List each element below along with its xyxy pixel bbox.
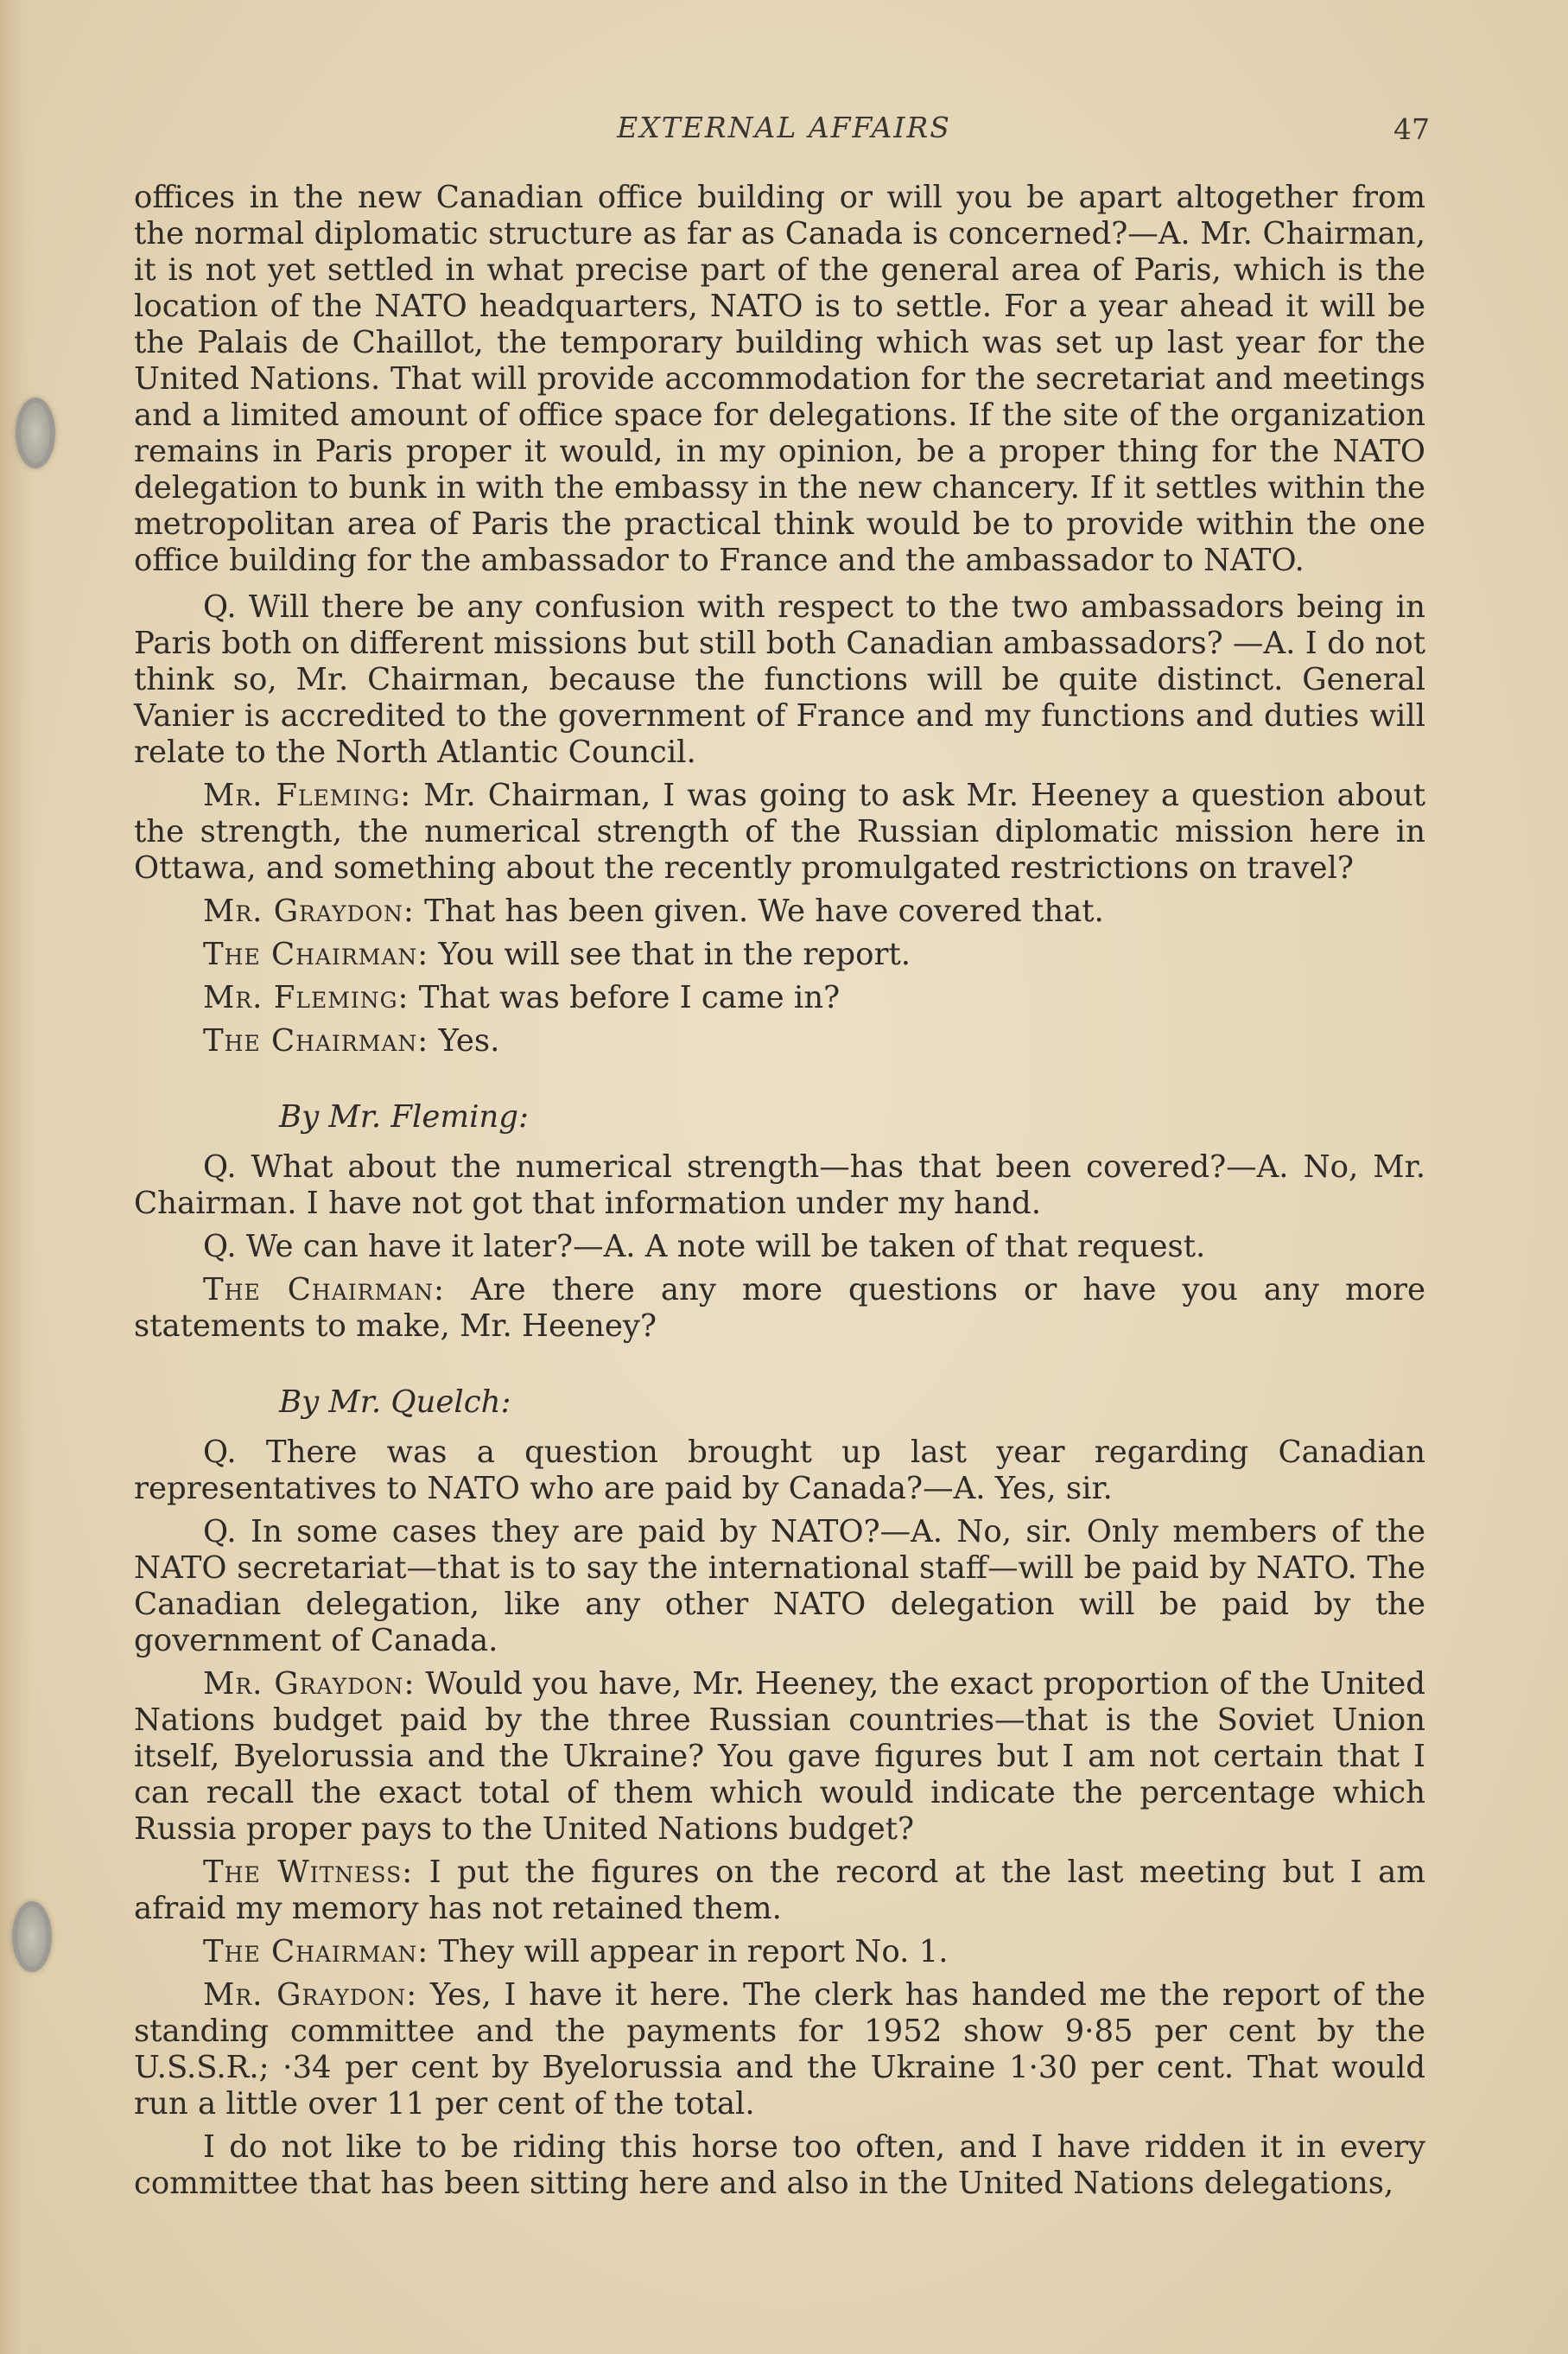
paragraph-text: Mr. Chairman, I was going to ask Mr. Heeney a question about the strength, the numerical strength of the Russian diplomatic mission here in Ottawa, and something about the recently promulgated restrictions on travel?	[134, 778, 1425, 886]
binding-ring-icon	[16, 398, 55, 468]
paragraph-text: offices in the new Canadian office building or will you be apart altogether from the normal diplomatic structure as far as Canada is concerned?—A. Mr. Chairman, it is not yet settled in what precise part of the general area of Paris, which is the location of the NATO headquarters, NATO is to settle. For a year ahead it will be the Palais de Chaillot, the temporary building which was set up last year for the United Nations. That will provide accommodation for the secretariat and meetings and a limited amount of office space for delegations. If the site of the organization remains in Paris proper it would, in my opinion, be a proper thing for the NATO delegation to bunk in with the embassy in the new chancery. If it settles within the metropolitan area of Paris the practical think would be to provide within the one office building for the ambassador to France and the ambassador to NATO.	[134, 180, 1425, 578]
paragraph-text: Would you have, Mr. Heeney, the exact proportion of the United Nations budget paid by the three Russian countries—that is the Soviet Union itself, Byelorussia and the Ukraine? You gave figures but I am not certain that I can recall the exact total of them which would indicate the percentage which Russia proper pays to the United Nations budget?	[134, 1666, 1426, 1847]
paragraph	[134, 1666, 1425, 1848]
paragraph-text: Yes.	[429, 1023, 500, 1059]
speaker-name: Mr. Graydon:	[203, 1666, 416, 1702]
paragraph-text: I do not like to be riding this horse too often, and I have ridden it in every committee that has been sitting here and also in the United Nations delegations,	[134, 2129, 1425, 2201]
paragraph	[134, 778, 1425, 887]
questioner-byline: By Mr. Fleming:	[279, 1099, 529, 1135]
speaker-name: Mr. Fleming:	[203, 980, 409, 1015]
paragraph-text: Q. There was a question brought up last year regarding Canadian representatives to NATO who are paid by Canada?—A. Yes, sir.	[134, 1435, 1425, 1506]
paragraph-text: That was before I came in?	[409, 980, 841, 1015]
paragraph-text: You will see that in the report.	[429, 937, 911, 972]
paragraph	[134, 1149, 1425, 1222]
paragraph-text: Q. Will there be any confusion with respect to the two ambassadors being in Paris both on different missions but still both Canadian ambassadors? —A. I do not think so, Mr. Chairman, because the functions will be quite distinct. General Vanier is accredited to the government of France and my functions and duties will relate to the North Atlantic Council.	[134, 589, 1425, 770]
paragraph	[134, 589, 1425, 771]
paragraph-text: Q. In some cases they are paid by NATO?—A. No, sir. Only members of the NATO secretariat—that is to say the international staff—will be paid by NATO. The Canadian delegation, like any other NATO delegation will be paid by the government of Canada.	[134, 1514, 1425, 1658]
paragraph-text: They will appear in report No. 1.	[429, 1934, 949, 1969]
page-edge-shadow	[0, 0, 35, 2354]
speaker-name: Mr. Graydon:	[203, 1977, 418, 2013]
paragraph	[134, 1272, 1425, 1345]
binding-ring-icon	[12, 1901, 52, 1972]
speaker-name: The Witness:	[203, 1855, 414, 1890]
paragraph-text: Are there any more questions or have you any more statements to make, Mr. Heeney?	[134, 1272, 1426, 1344]
paragraph-text: Yes, I have it here. The clerk has handed me the report of the standing committee and the payments for 1952 show 9·85 per cent by the U.S.S.R.; ·34 per cent by Byelorussia and the Ukraine 1·30 per cent. That would run a little over 11 per cent of the total.	[134, 1977, 1426, 2122]
paragraph	[134, 937, 1425, 973]
paragraph	[134, 1023, 1425, 1059]
body-text	[134, 180, 1425, 2209]
paragraph	[134, 2129, 1425, 2202]
speaker-name: The Chairman:	[203, 1934, 429, 1969]
questioner-byline: By Mr. Quelch:	[279, 1384, 511, 1420]
paragraph	[134, 1934, 1425, 1970]
speaker-name: The Chairman:	[203, 937, 429, 972]
speaker-name: Mr. Fleming:	[203, 778, 412, 813]
speaker-name: The Chairman:	[203, 1272, 445, 1307]
running-header	[0, 111, 1568, 154]
page-number: 47	[1393, 112, 1430, 146]
running-title: EXTERNAL AFFAIRS	[617, 111, 951, 144]
speaker-name: The Chairman:	[203, 1023, 429, 1059]
paragraph	[134, 180, 1425, 579]
paragraph-text: Q. We can have it later?—A. A note will be taken of that request.	[203, 1229, 1206, 1264]
paragraph	[134, 1977, 1425, 2122]
speaker-name: Mr. Graydon:	[203, 894, 415, 929]
paragraph	[134, 980, 1425, 1016]
paragraph-text: That has been given. We have covered that.	[414, 894, 1104, 929]
paragraph	[134, 1435, 1425, 1507]
paragraph-text: Q. What about the numerical strength—has that been covered?—A. No, Mr. Chairman. I have not got that information under my hand.	[134, 1149, 1425, 1221]
paragraph	[134, 1229, 1425, 1265]
paragraph	[134, 1855, 1425, 1927]
paragraph-text: I put the figures on the record at the last meeting but I am afraid my memory has not retained them.	[134, 1855, 1426, 1926]
paragraph	[134, 1514, 1425, 1659]
paragraph	[134, 894, 1425, 930]
